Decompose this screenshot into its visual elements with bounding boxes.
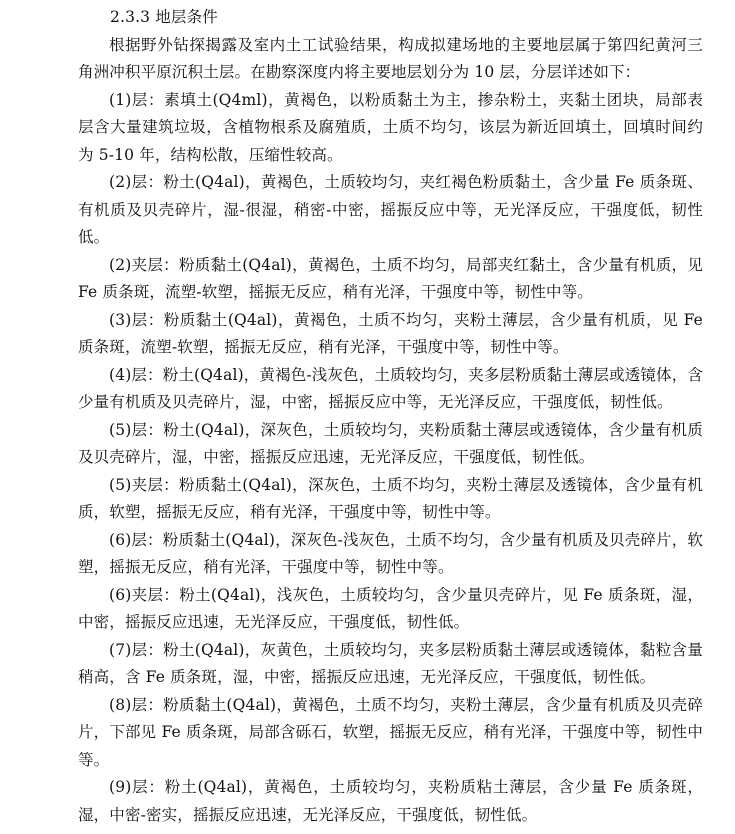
paragraph-layer-6-interlayer: (6)夹层：粉土(Q4al)，浅灰色，土质较均匀，含少量贝壳碎片，见 Fe 质条斑，湿，中密，摇振反应迅速，无光泽反应，干强度低，韧性低。	[78, 585, 703, 631]
paragraph-layer-6: (6)层：粉质黏土(Q4al)，深灰色-浅灰色，土质不均匀，含少量有机质及贝壳碎片，软塑，摇振无反应，稍有光泽，干强度中等，韧性中等。	[78, 530, 704, 576]
paragraph-layer-2: (2)层：粉土(Q4al)，黄褐色，土质较均匀，夹红褐色粉质黏土，含少量 Fe 质条斑、有机质及贝壳碎片，湿-很湿，稍密-中密，摇振反应中等，无光泽反应，干强度低，韧性低。	[78, 173, 703, 246]
paragraph-layer-8: (8)层：粉质黏土(Q4al)，黄褐色，土质不均匀，夹粉土薄层，含少量有机质及贝壳碎片，下部见 Fe 质条斑，局部含砾石，软塑，摇振无反应，稍有光泽，干强度中等，韧性中等。	[78, 695, 703, 769]
section-heading: 2.3.3 地层条件	[110, 8, 218, 26]
paragraph-layer-3: (3)层：粉质黏土(Q4al)，黄褐色，土质不均匀，夹粉土薄层，含少量有机质，见 Fe 质条斑，流塑-软塑，摇振无反应，稍有光泽，干强度中等，韧性中等。	[78, 310, 703, 356]
paragraph-layer-5-interlayer: (5)夹层：粉质黏土(Q4al)，深灰色，土质不均匀，夹粉土薄层及透镜体，含少量有机质，软塑，摇振无反应，稍有光泽，干强度中等，韧性中等。	[78, 475, 703, 521]
paragraph-layer-5: (5)层：粉土(Q4al)，深灰色，土质较均匀，夹粉质黏土薄层或透镜体，含少量有机质及贝壳碎片，湿，中密，摇振反应迅速，无光泽反应，干强度低，韧性低。	[78, 420, 703, 466]
paragraph-layer-4: (4)层：粉土(Q4al)，黄褐色-浅灰色，土质较均匀，夹多层粉质黏土薄层或透镜体，含少量有机质及贝壳碎片，湿，中密，摇振反应中等，无光泽反应，干强度低，韧性低。	[78, 365, 704, 411]
paragraph-layer-7: (7)层：粉土(Q4al)，灰黄色，土质较均匀，夹多层粉质黏土薄层或透镜体，黏粒含量稍高，含 Fe 质条斑，湿，中密，摇振反应迅速，无光泽反应，干强度低，韧性低。	[78, 640, 703, 686]
paragraph-layer-2-interlayer: (2)夹层：粉质黏土(Q4al)，黄褐色，土质不均匀，局部夹红黏土，含少量有机质，见 Fe 质条斑，流塑-软塑，摇振无反应，稍有光泽，干强度中等，韧性中等。	[78, 255, 703, 301]
paragraph-intro: 根据野外钻探揭露及室内土工试验结果，构成拟建场地的主要地层属于第四纪黄河三角洲冲积平原沉积土层。在勘察深度内将主要地层划分为 10 层，分层详述如下：	[78, 35, 703, 81]
paragraph-layer-9: (9)层：粉土(Q4al)，黄褐色，土质较均匀，夹粉质粘土薄层，含少量 Fe 质条斑，湿，中密-密实，摇振反应迅速，无光泽反应，干强度低，韧性低。	[78, 778, 703, 824]
paragraph-layer-1: (1)层：素填土(Q4ml)，黄褐色，以粉质黏土为主，掺杂粉土，夹黏土团块，局部表层含大量建筑垃圾，含植物根系及腐殖质，土质不均匀，该层为新近回填土，回填时间约为 5-10 年，结构松散，压缩性较高。	[78, 90, 703, 164]
